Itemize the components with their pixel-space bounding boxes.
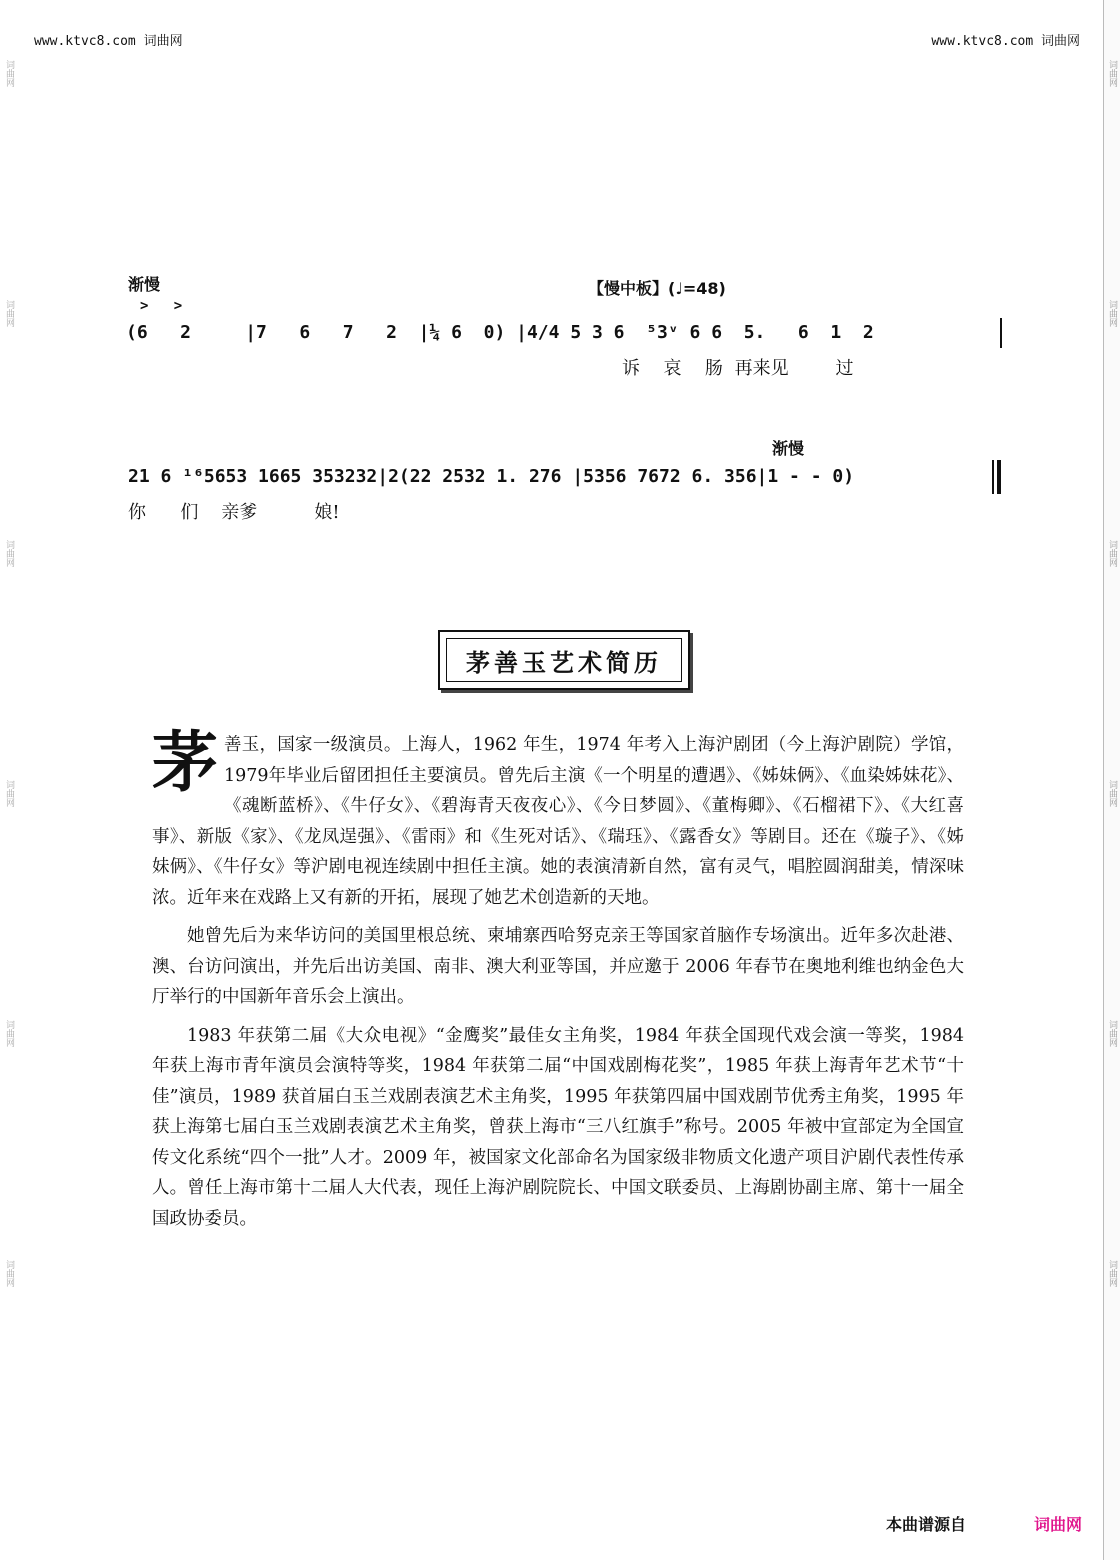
biography [152, 723, 964, 1234]
bio-paragraph-2: 她曾先后为来华访问的美国里根总统、柬埔寨西哈努克亲王等国家首脑作专场演出。近年多次赴港、澳、台访问演出，并先后出访美国、南非、澳大利亚等国，并应邀于 2006 年春节在奥地利维也纳金色大厅举行的中国新年音乐会上演出。 [152, 926, 964, 1007]
score-line-1-notes: (6 2 |7 6 7 2 |¼ 6 0) |4/4 5 3 6 ⁵3ᵛ 6 6 5. 6 1 2 [126, 322, 874, 343]
footer-source-label: 本曲谱源自 [886, 1515, 967, 1534]
left-watermark-strip: 词曲网 词曲网 词曲网 词曲网 词曲网 词曲网 [4, 60, 14, 1287]
score-line-2-lyrics: 你 们 亲爹 娘! [128, 502, 340, 523]
barline [1000, 318, 1002, 348]
tempo-mark-gradual-slow-2: 渐慢 [772, 439, 805, 458]
score-line-2-notes: 21 6 ¹⁶5653 1665 353232|2(22 2532 1. 276 |5356 7672 6. 356|1 - - 0) [128, 466, 855, 487]
bio-paragraph-1: 茅善玉，国家一级演员。上海人，1962 年生，1974 年考入上海沪剧团（今上海沪剧院）学馆，1979年毕业后留团担任主要演员。曾先后主演《一个明星的遭遇》、《姊妹俩》、《血染姊妹花》、《魂断蓝桥》、《牛仔女》、《碧海青天夜夜心》、《今日梦圆》、《董梅卿》、《石榴裙下》、《大红喜事》、新版《家》、《龙凤逞强》、《雷雨》和《生死对话》、《瑞珏》、《露香女》等剧目。还在《璇子》、《姊妹俩》、《牛仔女》等沪剧电视连续剧中担任主演。她的表演清新自然，富有灵气，唱腔圆润甜美，情深味浓。近年来在戏路上又有新的开拓，展现了她艺术创造新的天地。 [152, 723, 964, 908]
tempo-header: 【慢中板】(♩=48) [588, 279, 726, 298]
score-line-1-lyrics: 诉 哀 肠 再来见 过 [622, 358, 854, 379]
watermark-left: www.ktvc8.com 词曲网 [34, 34, 183, 49]
final-barline-thin [992, 460, 994, 494]
bio-paragraph-3: 1983 年获第二届《大众电视》“金鹰奖”最佳女主角奖，1984 年获全国现代戏会演一等奖，1984 年获上海市青年演员会演特等奖，1984 年获第二届“中国戏剧梅花奖”，1985 年获上海青年艺术节“十佳”演员，1989 获首届白玉兰戏剧表演艺术主角奖，1995 年获第四届中国戏剧节优秀主角奖，1995 年获上海第七届白玉兰戏剧表演艺术主角奖，曾获上海市“三八红旗手”称号。2005 年被中宣部定为全国宣传文化系统“四个一批”人才。2009 年，被国家文化部命名为国家级非物质文化遗产项目沪剧代表性传承人。曾任上海市第十二届人大代表，现任上海沪剧院院长、中国文联委员、上海剧协副主席、第十一届全国政协委员。 [152, 1025, 964, 1229]
section-title-box [438, 630, 690, 690]
watermark-right: www.ktvc8.com 词曲网 [931, 34, 1080, 49]
section-title: 茅善玉艺术简历 [466, 647, 662, 677]
drop-cap: 茅 [152, 723, 218, 801]
final-barline-thick [997, 460, 1001, 494]
footer-site-link[interactable]: 词曲网 [1034, 1515, 1083, 1534]
right-watermark-strip: 词曲网 词曲网 词曲网 词曲网 词曲网 词曲网 [1103, 0, 1120, 1560]
tempo-mark-gradual-slow-1: 渐慢 [128, 275, 161, 294]
accent-marks: > > [140, 298, 183, 314]
